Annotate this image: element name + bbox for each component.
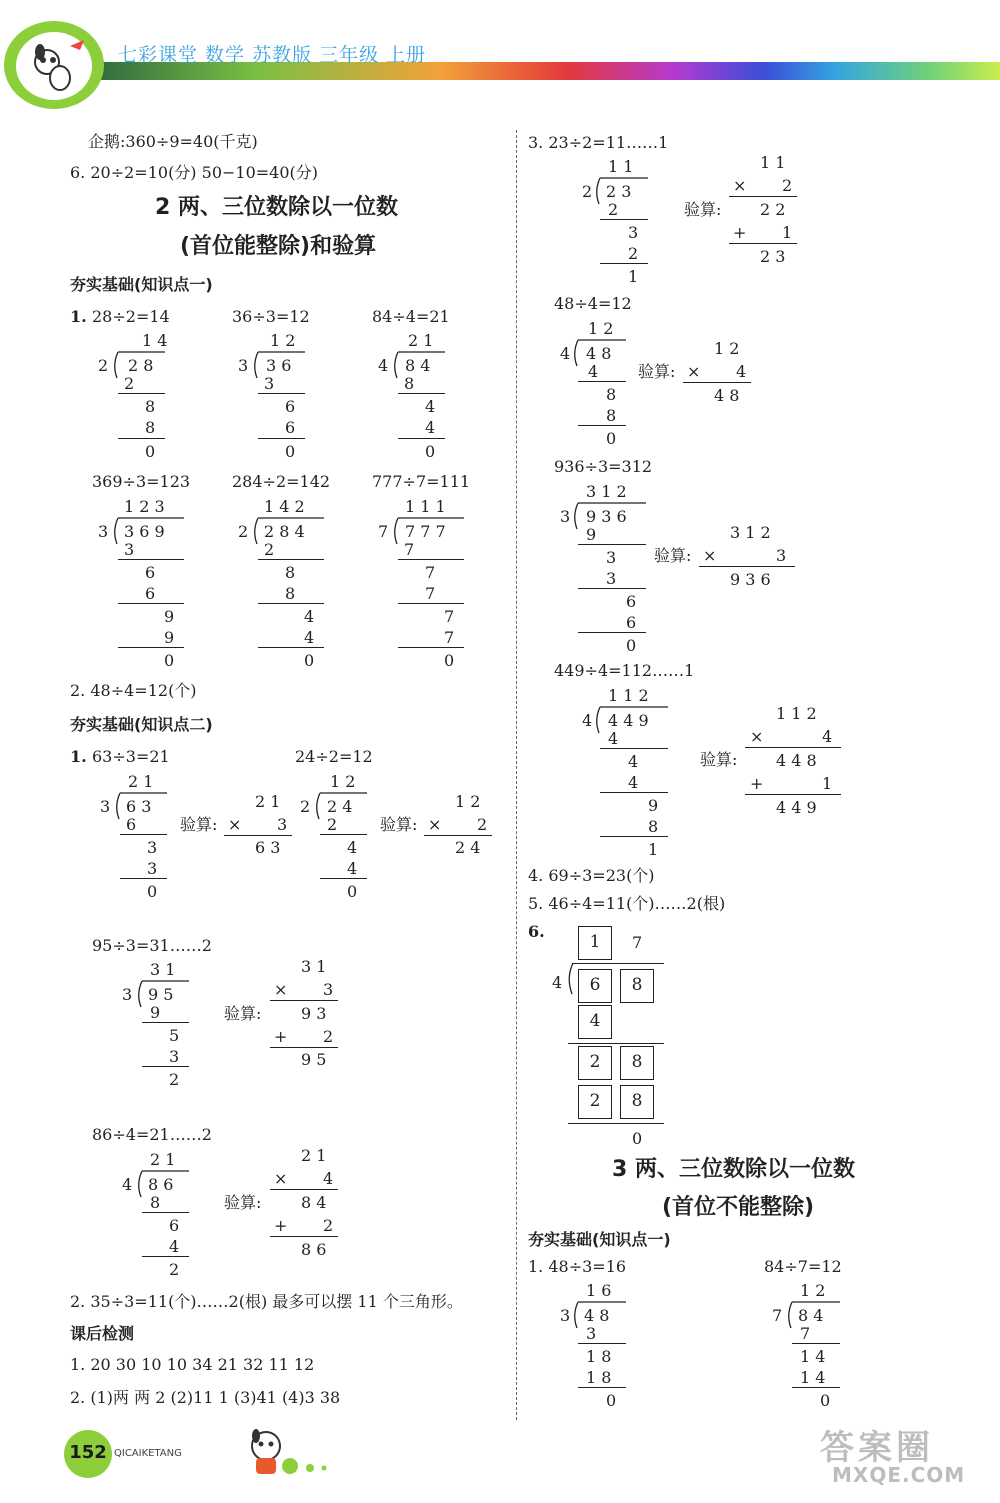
quotient: 1 2 (270, 331, 296, 350)
step: 2 (327, 815, 338, 834)
times-sign: × (733, 176, 747, 195)
quotient: 1 1 2 (608, 686, 649, 705)
divisor: 4 (582, 711, 593, 730)
equation: 369÷3=123 (92, 472, 191, 491)
step: 1 4 (800, 1368, 826, 1387)
step: 3 (606, 569, 617, 588)
step: 7 (444, 628, 455, 647)
divisor: 2 (582, 182, 593, 201)
dividend: 2 8 4 (264, 522, 305, 541)
quotient: 3 1 (150, 960, 176, 979)
multiplier: 2 (782, 176, 793, 195)
check-label: 验算: (224, 1004, 262, 1023)
step: 9 (586, 525, 597, 544)
step: 0 (285, 442, 296, 461)
step: 4 (588, 362, 599, 381)
step: 4 (169, 1237, 180, 1256)
product: 4 8 (714, 386, 740, 405)
step: 0 (632, 1129, 643, 1148)
multiplicand: 1 1 2 (776, 704, 817, 723)
quotient: 1 2 (800, 1281, 826, 1300)
step: 6 (626, 613, 637, 632)
step: 3 (628, 223, 639, 242)
multiplicand: 1 2 (455, 792, 481, 811)
step: 8 (606, 406, 617, 425)
multiplier: 3 (277, 815, 288, 834)
step: 6 (145, 584, 156, 603)
step: 1 4 (800, 1347, 826, 1366)
section-label: 夯实基础(知识点一) (70, 275, 213, 294)
times-sign: × (687, 362, 701, 381)
step: 4 (347, 838, 358, 857)
section-title-2: 2 两、三位数除以一位数 (155, 195, 398, 220)
step: 0 (444, 651, 455, 670)
divisor: 7 (772, 1306, 783, 1325)
divisor: 3 (122, 985, 133, 1004)
remainder: 1 (822, 774, 833, 793)
product: 2 2 (760, 200, 786, 219)
question-number: 1. (70, 307, 87, 326)
answer-box: 1 (578, 926, 612, 960)
answer-line-2: 2. (1)两 两 2 (2)11 1 (3)41 (4)3 38 (70, 1388, 341, 1407)
equation: 28÷2=14 (92, 307, 170, 326)
multiplier: 4 (736, 362, 747, 381)
divisor: 7 (378, 522, 389, 541)
dividend: 2 3 (606, 182, 632, 201)
equation: 284÷2=142 (232, 472, 331, 491)
step: 9 (164, 628, 175, 647)
divisor: 3 (238, 356, 249, 375)
step: 0 (820, 1391, 831, 1410)
section-label: 夯实基础(知识点一) (528, 1230, 671, 1249)
product: 8 4 (301, 1193, 327, 1212)
step: 6 (285, 418, 296, 437)
multiplicand: 2 1 (255, 792, 281, 811)
divisor: 3 (100, 797, 111, 816)
equation: 84÷4=21 (372, 307, 450, 326)
quotient-digit: 7 (632, 933, 643, 952)
quotient: 2 1 (150, 1150, 176, 1169)
step: 6 (626, 592, 637, 611)
dividend: 4 8 (584, 1306, 610, 1325)
sum: 2 3 (760, 247, 786, 266)
section-title-3: 3 两、三位数除以一位数 (612, 1157, 855, 1182)
step: 1 (628, 267, 639, 286)
check-label: 验算: (224, 1193, 262, 1212)
step: 0 (626, 636, 637, 655)
step: 8 (145, 418, 156, 437)
equation: 449÷4=112……1 (554, 661, 695, 680)
times-sign: × (750, 727, 764, 746)
dividend: 8 4 (798, 1306, 824, 1325)
quotient: 1 1 (608, 157, 634, 176)
step: 8 (648, 817, 659, 836)
quotient: 1 1 1 (405, 497, 446, 516)
quotient: 1 4 2 (264, 497, 305, 516)
step: 4 (347, 859, 358, 878)
step: 4 (608, 729, 619, 748)
multiplier: 3 (776, 546, 787, 565)
dividend: 9 5 (148, 985, 174, 1004)
step: 9 (648, 796, 659, 815)
step: 0 (606, 429, 617, 448)
multiplier: 4 (323, 1169, 334, 1188)
step: 4 (425, 397, 436, 416)
divisor: 3 (560, 507, 571, 526)
quotient: 3 1 2 (586, 482, 627, 501)
equation: 24÷2=12 (295, 747, 373, 766)
step: 2 (264, 540, 275, 559)
dividend: 8 6 (148, 1175, 174, 1194)
times-sign: × (274, 980, 288, 999)
dividend: 8 4 (405, 356, 431, 375)
equation: 36÷3=12 (232, 307, 310, 326)
dividend: 6 3 (126, 797, 152, 816)
divisor: 3 (560, 1306, 571, 1325)
divisor: 2 (98, 356, 109, 375)
step: 7 (800, 1324, 811, 1343)
step: 1 (648, 840, 659, 859)
step: 4 (304, 607, 315, 626)
multiplier: 3 (323, 980, 334, 999)
step: 8 (404, 374, 415, 393)
section-label: 夯实基础(知识点二) (70, 715, 213, 734)
step: 3 (586, 1324, 597, 1343)
step: 7 (425, 563, 436, 582)
question-number: 1. (70, 747, 87, 766)
sum: 4 4 9 (776, 798, 817, 817)
multiplier: 2 (477, 815, 488, 834)
publisher-name: QICAIKETANG (114, 1448, 182, 1459)
times-sign: × (703, 546, 717, 565)
equation: 3. 23÷2=11……1 (528, 133, 669, 152)
equation: 95÷3=31……2 (92, 936, 212, 955)
step: 9 (164, 607, 175, 626)
times-sign: × (428, 815, 442, 834)
step: 3 (147, 859, 158, 878)
step: 0 (606, 1391, 617, 1410)
answer-box: 2 (578, 1046, 612, 1080)
multiplicand: 3 1 2 (730, 523, 771, 542)
divisor: 3 (98, 522, 109, 541)
equation: 63÷3=21 (92, 747, 170, 766)
step: 0 (164, 651, 175, 670)
step: 3 (606, 548, 617, 567)
header-title: 七彩课堂 数学 苏教版 三年级 上册 (118, 44, 427, 66)
divisor: 4 (122, 1175, 133, 1194)
section-label: 课后检测 (70, 1324, 135, 1343)
step: 0 (425, 442, 436, 461)
equation: 777÷7=111 (372, 472, 471, 491)
step: 6 (285, 397, 296, 416)
page-number: 152 (69, 1442, 107, 1463)
step: 4 (628, 752, 639, 771)
quotient: 1 4 (142, 331, 168, 350)
quotient: 2 1 (128, 772, 154, 791)
plus-sign: + (274, 1216, 288, 1235)
watermark-logo: 答案圈 (820, 1428, 934, 1468)
answer-box: 8 (620, 1046, 654, 1080)
dividend: 4 8 (586, 344, 612, 363)
footer-mascot (238, 1424, 348, 1484)
step: 8 (606, 385, 617, 404)
quotient: 1 2 (588, 319, 614, 338)
product: 4 4 8 (776, 751, 817, 770)
question-5: 5. 46÷4=11(个)……2(根) (528, 894, 726, 913)
quotient: 1 2 3 (124, 497, 165, 516)
dividend: 2 8 (128, 356, 154, 375)
question-number: 6. (528, 922, 545, 941)
question-2b: 2. 35÷3=11(个)……2(根) 最多可以摆 11 个三角形。 (70, 1292, 463, 1311)
step: 8 (285, 563, 296, 582)
step: 2 (628, 244, 639, 263)
equation: 84÷7=12 (764, 1257, 842, 1276)
q6-line: 6. 20÷2=10(分) 50−10=40(分) (70, 163, 319, 182)
step: 8 (150, 1193, 161, 1212)
step: 2 (169, 1260, 180, 1279)
times-sign: × (228, 815, 242, 834)
check-label: 验算: (380, 815, 418, 834)
answer-box: 2 (578, 1085, 612, 1119)
question-2: 2. 48÷4=12(个) (70, 681, 197, 700)
dividend: 4 4 9 (608, 711, 649, 730)
step: 7 (404, 540, 415, 559)
sum: 8 6 (301, 1240, 327, 1259)
step: 2 (124, 374, 135, 393)
dividend: 3 6 9 (124, 522, 165, 541)
product: 6 3 (255, 838, 281, 857)
step: 0 (304, 651, 315, 670)
step: 8 (145, 397, 156, 416)
multiplicand: 1 2 (714, 339, 740, 358)
dividend: 7 7 7 (405, 522, 446, 541)
divisor: 4 (560, 344, 571, 363)
quotient: 1 6 (586, 1281, 612, 1300)
step: 7 (444, 607, 455, 626)
answer-box: 4 (578, 1005, 612, 1039)
plus-sign: + (750, 774, 764, 793)
dividend: 9 3 6 (586, 507, 627, 526)
step: 4 (304, 628, 315, 647)
multiplicand: 1 1 (760, 153, 786, 172)
product: 2 4 (455, 838, 481, 857)
step: 3 (147, 838, 158, 857)
step: 9 (150, 1003, 161, 1022)
step: 8 (285, 584, 296, 603)
section-subtitle-3: (首位不能整除) (662, 1195, 815, 1220)
step: 5 (169, 1026, 180, 1045)
divisor: 2 (300, 797, 311, 816)
check-label: 验算: (684, 200, 722, 219)
step: 6 (169, 1216, 180, 1235)
plus-sign: + (733, 223, 747, 242)
equation: 86÷4=21……2 (92, 1125, 212, 1144)
answer-box: 8 (620, 969, 654, 1003)
step: 0 (145, 442, 156, 461)
quotient: 1 2 (330, 772, 356, 791)
penguin-line: 企鹅:360÷9=40(千克) (88, 132, 258, 151)
section-subtitle-2: (首位能整除)和验算 (180, 234, 377, 259)
multiplicand: 2 1 (301, 1146, 327, 1165)
product: 9 3 6 (730, 570, 771, 589)
equation: 936÷3=312 (554, 457, 653, 476)
step: 3 (124, 540, 135, 559)
step: 1 8 (586, 1347, 612, 1366)
divisor: 2 (238, 522, 249, 541)
dividend: 2 4 (327, 797, 353, 816)
step: 6 (145, 563, 156, 582)
step: 2 (169, 1070, 180, 1089)
step: 4 (628, 773, 639, 792)
divisor: 4 (552, 973, 563, 992)
dividend: 3 6 (266, 356, 292, 375)
multiplicand: 3 1 (301, 957, 327, 976)
question-4: 4. 69÷3=23(个) (528, 866, 655, 885)
answer-box: 6 (578, 969, 612, 1003)
remainder: 2 (323, 1027, 334, 1046)
check-label: 验算: (180, 815, 218, 834)
step: 7 (425, 584, 436, 603)
plus-sign: + (274, 1027, 288, 1046)
answer-line-1: 1. 20 30 10 10 34 21 32 11 12 (70, 1355, 315, 1374)
step: 4 (425, 418, 436, 437)
step: 3 (169, 1047, 180, 1066)
step: 0 (347, 882, 358, 901)
remainder: 2 (323, 1216, 334, 1235)
step: 6 (126, 815, 137, 834)
multiplier: 4 (822, 727, 833, 746)
watermark-url: MXQE.COM (832, 1463, 966, 1487)
step: 1 8 (586, 1368, 612, 1387)
times-sign: × (274, 1169, 288, 1188)
quotient: 2 1 (408, 331, 434, 350)
product: 9 3 (301, 1004, 327, 1023)
check-label: 验算: (638, 362, 676, 381)
step: 0 (147, 882, 158, 901)
equation: 1. 48÷3=16 (528, 1257, 627, 1276)
step: 2 (608, 200, 619, 219)
check-label: 验算: (654, 546, 692, 565)
sum: 9 5 (301, 1050, 327, 1069)
answer-box: 8 (620, 1085, 654, 1119)
check-label: 验算: (700, 750, 738, 769)
step: 3 (264, 374, 275, 393)
divisor: 4 (378, 356, 389, 375)
equation: 48÷4=12 (554, 294, 632, 313)
remainder: 1 (782, 223, 793, 242)
